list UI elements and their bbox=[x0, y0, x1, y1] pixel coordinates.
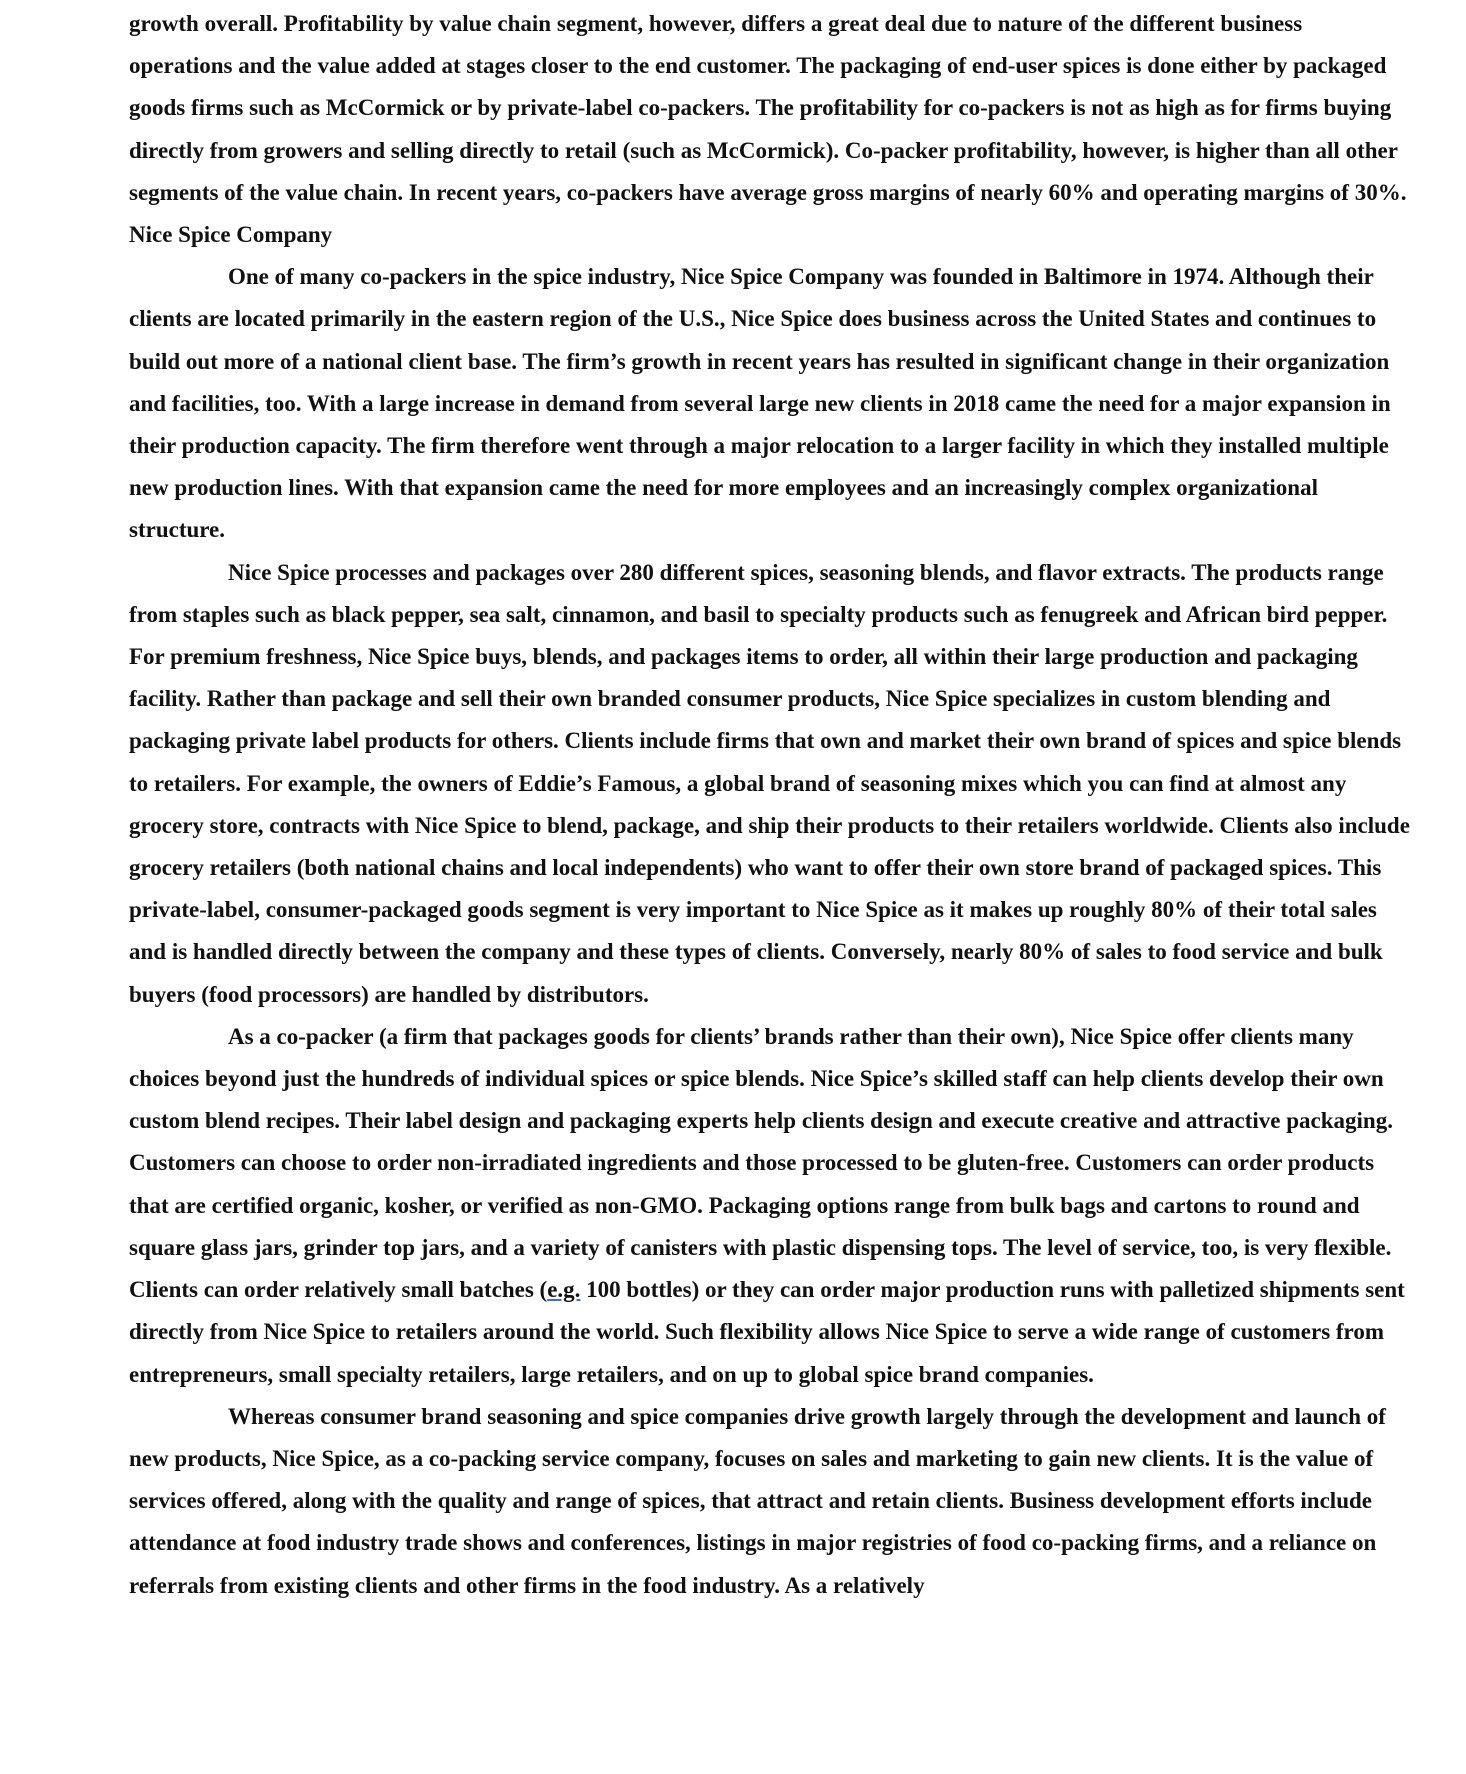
paragraph-profitability: growth overall. Profitability by value chain segment, however, differs a great deal due to nature of the different business operations and the value added at stages closer to the end customer. The packaging of end-user spices is done either by packaged goods firms such as McCormick or by private-label co-packers. The profitability for co-packers is not as high as for firms buying directly from growers and selling directly to retail (such as McCormick). Co-packer profitability, however, is higher than all other segments of the value chain. In recent years, co-packers have average gross margins of nearly 60% and operating margins of 30%. bbox=[129, 11, 1407, 205]
co-packer-text-before: As a co-packer (a firm that packages goods for clients’ brands rather than their own), Nice Spice offer clients many choices beyond just the hundreds of individual spices or spice blends. Nice Spice’s skilled staff can help clients develop their own custom blend recipes. Their label design and packaging experts help clients design and execute creative and attractive packaging. Customers can choose to order non-irradiated ingredients and those processed to be gluten-free. Customers can order products that are certified organic, kosher, or verified as non-GMO. Packaging options range from bulk bags and cartons to round and square glass jars, grinder top jars, and a variety of canisters with plastic dispensing tops. The level of service, too, is very flexible. Clients can order relatively small batches ( bbox=[129, 1023, 1393, 1303]
paragraph-growth-strategy: Whereas consumer brand seasoning and spice companies drive growth largely through the development and launch of new products, Nice Spice, as a co-packing service company, focuses on sales and marketing to gain new clients. It is the value of services offered, along with the quality and range of spices, that attract and retain clients. Business development efforts include attendance at food industry trade shows and conferences, listings in major registries of food co-packing firms, and a reliance on referrals from existing clients and other firms in the food industry. As a relatively bbox=[129, 1403, 1386, 1598]
section-heading-nice-spice-company: Nice Spice Company bbox=[129, 222, 333, 248]
paragraph-co-packer-services bbox=[129, 1016, 1411, 1396]
document-page bbox=[129, 0, 1411, 1607]
paragraph-products: Nice Spice processes and packages over 280 different spices, seasoning blends, and flavor extracts. The products range from staples such as black pepper, sea salt, cinnamon, and basil to specialty products such as fenugreek and African bird pepper. For premium freshness, Nice Spice buys, blends, and packages items to order, all within their large production and packaging facility. Rather than package and sell their own branded consumer products, Nice Spice specializes in custom blending and packaging private label products for others. Clients include firms that own and market their own brand of spices and spice blends to retailers. For example, the owners of Eddie’s Famous, a global brand of seasoning mixes which you can find at almost any grocery store, contracts with Nice Spice to blend, package, and ship their products to their retailers worldwide. Clients also include grocery retailers (both national chains and local independents) who want to offer their own store brand of packaged spices. This private-label, consumer-packaged goods segment is very important to Nice Spice as it makes up roughly 80% of their total sales and is handled directly between the company and these types of clients. Conversely, nearly 80% of sales to food service and bulk buyers (food processors) are handled by distributors. bbox=[129, 559, 1410, 1007]
paragraph-company-history: One of many co-packers in the spice industry, Nice Spice Company was founded in Baltimore in 1974. Although their clients are located primarily in the eastern region of the U.S., Nice Spice does business across the United States and continues to build out more of a national client base. The firm’s growth in recent years has resulted in significant change in their organization and facilities, too. With a large increase in demand from several large new clients in 2018 came the need for a major expansion in their production capacity. The firm therefore went through a major relocation to a larger facility in which they installed multiple new production lines. With that expansion came the need for more employees and an increasingly complex organizational structure. bbox=[129, 264, 1391, 543]
eg-abbreviation: e.g. bbox=[547, 1277, 581, 1303]
co-packer-text-after: 100 bottles) or they can order major production runs with palletized shipments sent directly from Nice Spice to retailers around the world. Such flexibility allows Nice Spice to serve a wide range of customers from entrepreneurs, small specialty retailers, large retailers, and on up to global spice brand companies. bbox=[129, 1277, 1405, 1387]
